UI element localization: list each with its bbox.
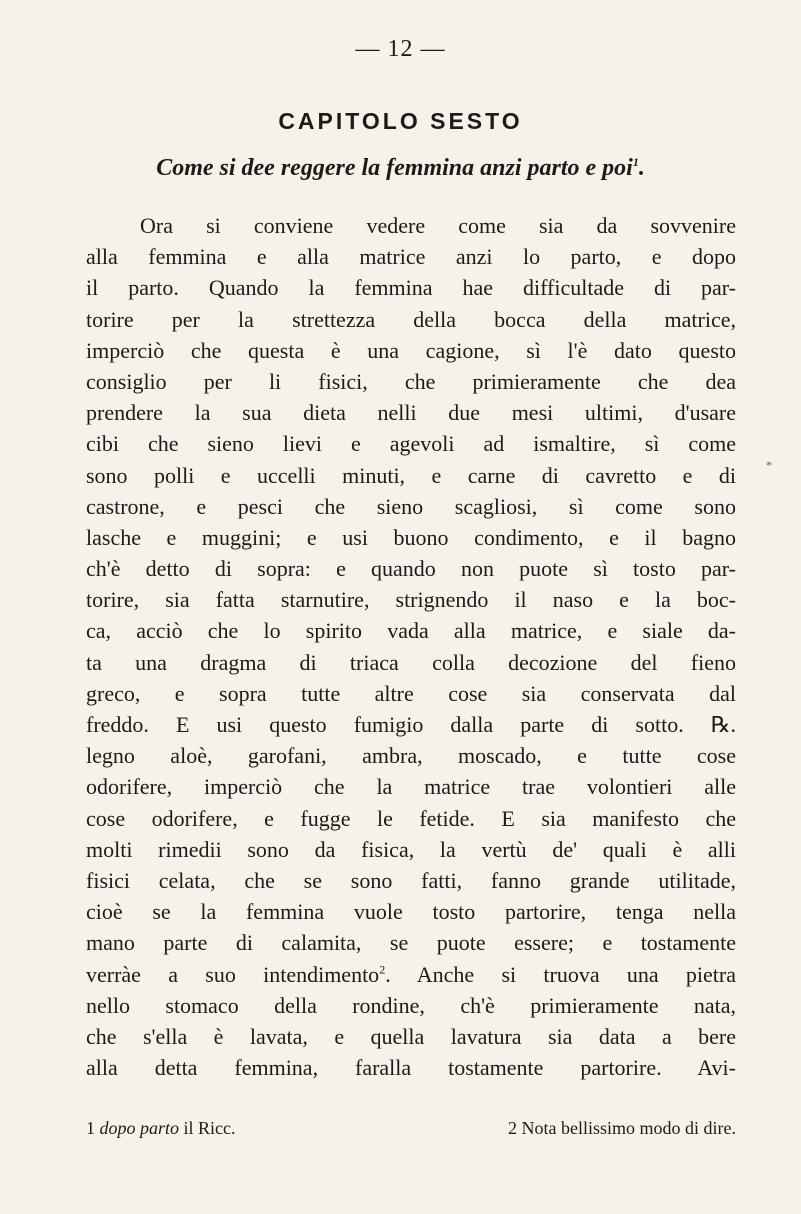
footnote-ref-1: 1 <box>632 155 639 169</box>
text-line: ca, acciò che lo spirito vada alla matrice, e siale da- <box>86 618 736 644</box>
footnote-ref-2: 2 <box>379 962 386 977</box>
footnotes <box>86 1118 736 1139</box>
text-line: torire per la strettezza della bocca della matrice, <box>86 306 736 332</box>
text-line: prendere la sua dieta nelli due mesi ultimi, d'usare <box>86 400 736 426</box>
footnote-1 <box>86 1118 236 1139</box>
chapter-title: CAPITOLO SESTO <box>278 108 523 134</box>
text-line: alla femmina e alla matrice anzi lo parto, e dopo <box>86 244 736 270</box>
margin-mark: * <box>766 458 772 472</box>
text-line: che s'ella è lavata, e quella lavatura sia data a bere <box>86 1023 736 1049</box>
footnote-text: il Ricc. <box>183 1118 236 1138</box>
text-line: ch'è detto di sopra: e quando non puote sì tosto par- <box>86 556 736 582</box>
text-line-part: verràe a suo intendimento <box>86 961 380 987</box>
text-line: torire, sia fatta starnutire, strignendo il naso e la boc- <box>86 587 736 613</box>
chapter-subtitle: Come si dee reggere la femmina anzi parto e poi$^1$. <box>156 155 645 181</box>
text-line: consiglio per li fisici, che primieramente che dea <box>86 368 736 394</box>
text-line-part: . Anche si truova una pietra <box>385 961 736 987</box>
text-line: alla detta femmina, faralla tostamente partorire. Avi- <box>86 1055 736 1081</box>
text-line: cioè se la femmina vuole tosto partorire, tenga nella <box>86 899 736 925</box>
text-line: imperciò che questa è una cagione, sì l'è dato questo <box>86 337 736 363</box>
footnote-number: 1 <box>86 1118 95 1138</box>
footnote-text: Nota bellissimo modo di dire. <box>521 1118 736 1138</box>
text-line: il parto. Quando la femmina hae difficultade di par- <box>86 275 736 301</box>
text-line: cose odorifere, e fugge le fetide. E sia manifesto che <box>86 805 736 831</box>
text-line: molti rimedii sono da fisica, la vertù de' quali è alli <box>86 836 736 862</box>
text-line: freddo. E usi questo fumigio dalla parte di sotto. ℞. <box>86 712 736 737</box>
text-line: odorifere, imperciò che la matrice trae volontieri alle <box>86 774 736 800</box>
text-line: lasche e muggini; e usi buono condimento, e il bagno <box>86 524 736 550</box>
text-line-with-note <box>86 959 736 990</box>
subtitle-text: Come si dee reggere la femmina anzi parto e poi <box>156 155 633 181</box>
text-line: ta una dragma di triaca colla decozione del fieno <box>86 649 736 675</box>
text-line: nello stomaco della rondine, ch'è primieramente nata, <box>86 992 736 1018</box>
text-line: mano parte di calamita, se puote essere; e tostamente <box>86 930 736 956</box>
body-text <box>86 210 736 1083</box>
text-line: cibi che sieno lievi e agevoli ad ismaltire, sì come <box>86 431 736 457</box>
footnote-2 <box>508 1118 736 1139</box>
text-line: sono polli e uccelli minuti, e carne di cavretto e di <box>86 462 736 488</box>
text-line: castrone, e pesci che sieno scagliosi, sì come sono <box>86 493 736 519</box>
text-line: fisici celata, che se sono fatti, fanno grande utilitade, <box>86 867 736 893</box>
footnote-label: dopo parto <box>99 1118 180 1138</box>
page-number: — 12 — <box>355 36 446 62</box>
footnote-number: 2 <box>508 1118 518 1138</box>
text-line: legno aloè, garofani, ambra, moscado, e tutte cose <box>86 743 736 769</box>
text-line: Ora si conviene vedere come sia da sovvenire <box>140 213 736 238</box>
text-line: greco, e sopra tutte altre cose sia conservata dal <box>86 680 736 706</box>
